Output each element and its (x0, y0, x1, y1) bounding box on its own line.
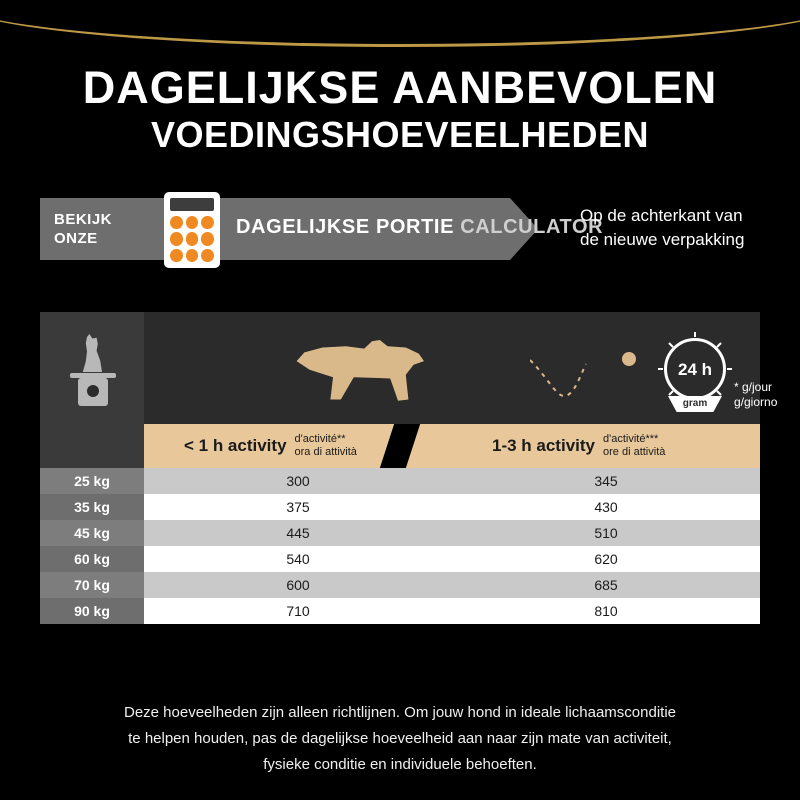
footnote-line-1: Deze hoeveelheden zijn alleen richtlijnen. Om jouw hond in ideale lichaamsconditie (124, 704, 676, 721)
units-note (734, 380, 777, 410)
row-value-high: 345 (452, 468, 760, 494)
activity-header-cell (144, 312, 778, 424)
calculator-key (170, 232, 183, 245)
footnote-line-3: fysieke conditie en individuele behoeften. (263, 756, 537, 773)
calculator-key (170, 216, 183, 229)
calculator-key (186, 232, 199, 245)
banner-side-note-line-1: Op de achterkant van (580, 206, 743, 225)
row-value-high: 430 (452, 494, 760, 520)
table-row (40, 468, 760, 494)
banner-label-light: CALCULATOR (460, 216, 604, 238)
banner-side-note-line-2: de nieuwe verpakking (580, 230, 745, 249)
title-line-2: VOEDINGSHOEVEELHEDEN (150, 114, 650, 155)
calculator-key (186, 249, 199, 262)
feeding-table (40, 312, 778, 624)
table-row (40, 546, 760, 572)
units-line-1: * g/jour (734, 380, 773, 394)
gold-arc-decoration (0, 0, 800, 47)
page-title (0, 62, 800, 156)
column-header-high-activity-alt (603, 433, 665, 459)
row-value-low: 540 (144, 546, 452, 572)
scale-dial-shape (87, 385, 99, 397)
column-header-high-activity-main: 1-3 h activity (492, 436, 595, 455)
table-column-headers (40, 424, 760, 468)
ball-icon (622, 352, 636, 366)
table-header-illustration (40, 312, 778, 424)
footnote (40, 700, 760, 778)
row-weight: 90 kg (40, 598, 144, 624)
column-header-high-activity-alt-line-1: d'activité*** (603, 433, 659, 445)
row-value-low: 445 (144, 520, 452, 546)
row-weight: 25 kg (40, 468, 144, 494)
column-header-low-activity-alt-line-1: d'activité** (294, 433, 346, 445)
banner-label-bold: DAGELIJKSE PORTIE (236, 216, 455, 238)
column-header-low-activity-main: < 1 h activity (184, 436, 287, 455)
calculator-key (170, 249, 183, 262)
calculator-screen (170, 198, 214, 211)
row-value-low: 375 (144, 494, 452, 520)
title-line-1: DAGELIJKSE AANBEVOLEN (82, 62, 718, 113)
calculator-key (201, 216, 214, 229)
column-header-high-activity-alt-line-2: ore di attività (603, 446, 666, 458)
bowl-label: gram (682, 398, 708, 409)
column-header-high-activity (452, 424, 760, 468)
footnote-line-2: te helpen houden, pas de dagelijkse hoeveelheid aan naar zijn mate van activiteit, (128, 730, 672, 747)
row-value-low: 600 (144, 572, 452, 598)
ball-bounce-path-icon (530, 358, 630, 400)
units-line-2: g/giorno (734, 395, 778, 409)
table-row (40, 520, 760, 546)
row-value-low: 300 (144, 468, 452, 494)
dog-on-scale-icon (70, 334, 118, 406)
sitting-dog-shape (78, 334, 108, 372)
banner-badge-line-1: BEKIJK (54, 211, 113, 228)
clock-icon: 24 h (664, 338, 726, 400)
row-value-high: 810 (452, 598, 760, 624)
running-dog-icon (294, 340, 424, 402)
row-weight: 45 kg (40, 520, 144, 546)
row-weight: 60 kg (40, 546, 144, 572)
calculator-key (186, 216, 199, 229)
row-value-high: 510 (452, 520, 760, 546)
weight-column-header-spacer (40, 424, 144, 468)
banner-badge-text (54, 210, 154, 248)
calculator-key (201, 232, 214, 245)
row-value-high: 620 (452, 546, 760, 572)
calculator-keys (170, 216, 214, 262)
weight-header-cell (40, 312, 144, 424)
banner-badge-line-2: ONZE (54, 230, 98, 247)
row-value-high: 685 (452, 572, 760, 598)
table-row (40, 572, 760, 598)
row-weight: 70 kg (40, 572, 144, 598)
row-weight: 35 kg (40, 494, 144, 520)
column-header-low-activity-alt (295, 433, 357, 459)
bowl-icon (668, 396, 722, 416)
banner-side-note (580, 204, 800, 252)
row-value-low: 710 (144, 598, 452, 624)
calculator-key (201, 249, 214, 262)
banner-label (236, 216, 603, 239)
column-header-low-activity-alt-line-2: ora di attività (294, 446, 357, 458)
table-row (40, 598, 760, 624)
table-row (40, 494, 760, 520)
calculator-icon (164, 192, 220, 268)
calculator-banner[interactable] (40, 198, 760, 260)
